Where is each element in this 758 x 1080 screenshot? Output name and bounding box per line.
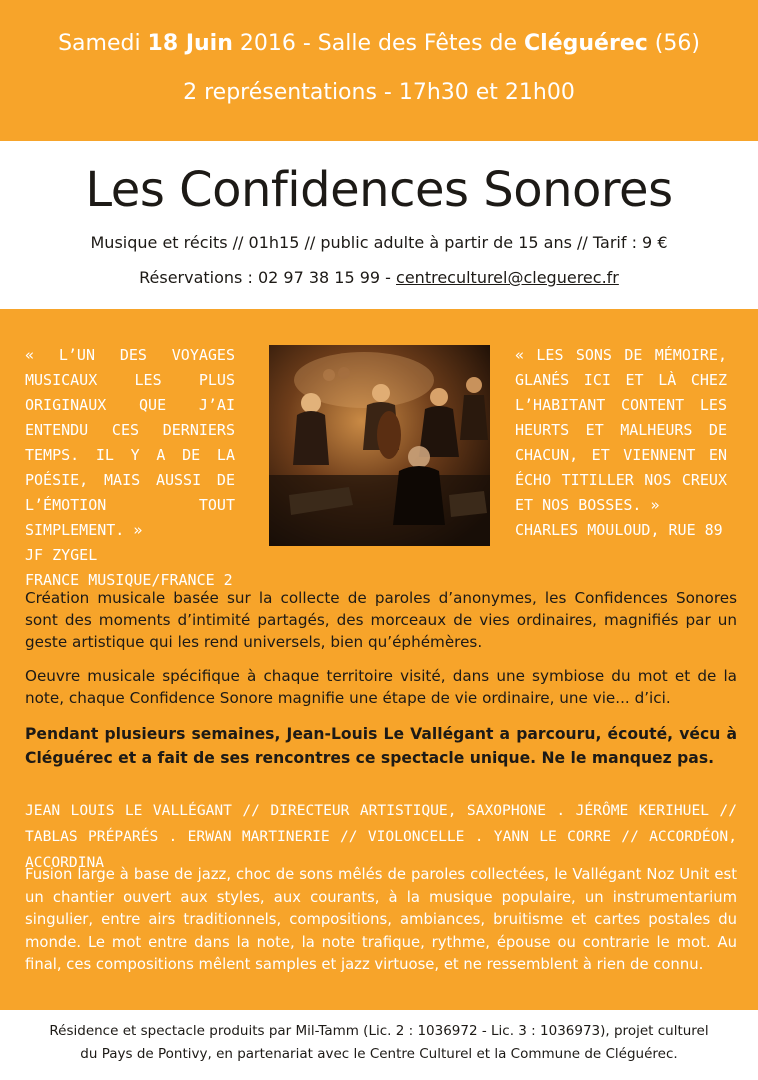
page-title: Les Confidences Sonores: [85, 162, 673, 218]
footer-line-1: Résidence et spectacle produits par Mil-Tamm (Lic. 2 : 1036972 - Lic. 3 : 1036973), projet culturel: [49, 1023, 709, 1039]
show-times: 2 représentations - 17h30 et 21h00: [183, 80, 575, 105]
concert-photo-image: [269, 345, 490, 546]
event-town: Cléguérec: [524, 31, 648, 56]
event-date: 18 Juin: [147, 31, 233, 56]
quote-text: « L’UN DES VOYAGES MUSICAUX LES PLUS ORIGINAUX QUE J’AI ENTENDU CES DERNIERS TEMPS. IL Y A DE LA POÉSIE, MAIS AUSSI DE L’ÉMOTION TOUT SIMPLEMENT. »: [25, 346, 235, 539]
quote-text: « LES SONS DE MÉMOIRE, GLANÉS ICI ET LÀ CHEZ L’HABITANT CONTENT LES HEURTS ET MALHEURS DE CHACUN, ET VIENNENT EN ÉCHO TITILLER NOS CREUX ET NOS BOSSES. »: [515, 346, 727, 514]
reservation-phone: Réservations : 02 97 38 15 99 -: [139, 268, 397, 287]
artist-credits: JEAN LOUIS LE VALLÉGANT // DIRECTEUR ARTISTIQUE, SAXOPHONE . JÉRÔME KERIHUEL // TABLAS PRÉPARÉS . ERWAN MARTINERIE // VIOLONCELLE . YANN LE CORRE // ACCORDÉON, ACCORDINA: [25, 802, 737, 871]
event-date-venue: [0, 29, 758, 59]
show-info: Musique et récits // 01h15 // public adulte à partir de 15 ans // Tarif : 9 €: [90, 233, 668, 252]
reservation-email-link[interactable]: centreculturel@cleguerec.fr: [396, 268, 619, 287]
press-quote-left: [25, 343, 235, 593]
concert-photo: [269, 345, 490, 546]
quote-author: CHARLES MOULOUD, RUE 89: [515, 521, 723, 539]
press-quote-right: [515, 343, 727, 543]
footer: [0, 1010, 758, 1080]
date-prefix: Samedi: [58, 31, 148, 56]
quote-source: FRANCE MUSIQUE/FRANCE 2: [25, 571, 233, 589]
highlight-paragraph: Pendant plusieurs semaines, Jean-Louis Le Vallégant a parcouru, écouté, vécu à Cléguérec et a fait de ses rencontres ce spectacle unique. Ne le manquez pas.: [25, 725, 737, 767]
venue-text: 2016 - Salle des Fêtes de: [232, 31, 525, 56]
footer-line-2: du Pays de Pontivy, en partenariat avec le Centre Culturel et la Commune de Cléguérec.: [80, 1046, 678, 1062]
quote-author: JF ZYGEL: [25, 546, 98, 564]
description-paragraph-1: Création musicale basée sur la collecte de paroles d’anonymes, les Confidences Sonores sont des moments d’intimité partagés, des morceaux de vies ordinaires, magnifiés par un geste artistique qui les rend universels, bien qu’éphémères.: [25, 589, 737, 651]
reservation-line: [0, 266, 758, 290]
description-paragraph-3: Fusion large à base de jazz, choc de sons mêlés de paroles collectées, le Vallégant Noz Unit est un chantier ouvert aux styles, aux courants, à la musique populaire, un instrumentarium singulier, entre airs traditionnels, compositions, ambiances, bruitisme et cartes postales du monde. Le mot entre dans la note, la note trafique, rythme, épouse ou contrarie le mot. Au final, ces compositions mêlent samples et jazz virtuose, et ne ressemblent à rien de connu.: [25, 866, 737, 973]
department: (56): [647, 31, 700, 56]
description-paragraph-2: Oeuvre musicale spécifique à chaque territoire visité, dans une symbiose du mot et de la note, chaque Confidence Sonore magnifie une étape de vie ordinaire, une vie... d’ici.: [25, 667, 737, 707]
event-header: [0, 0, 758, 141]
title-section: [0, 141, 758, 309]
